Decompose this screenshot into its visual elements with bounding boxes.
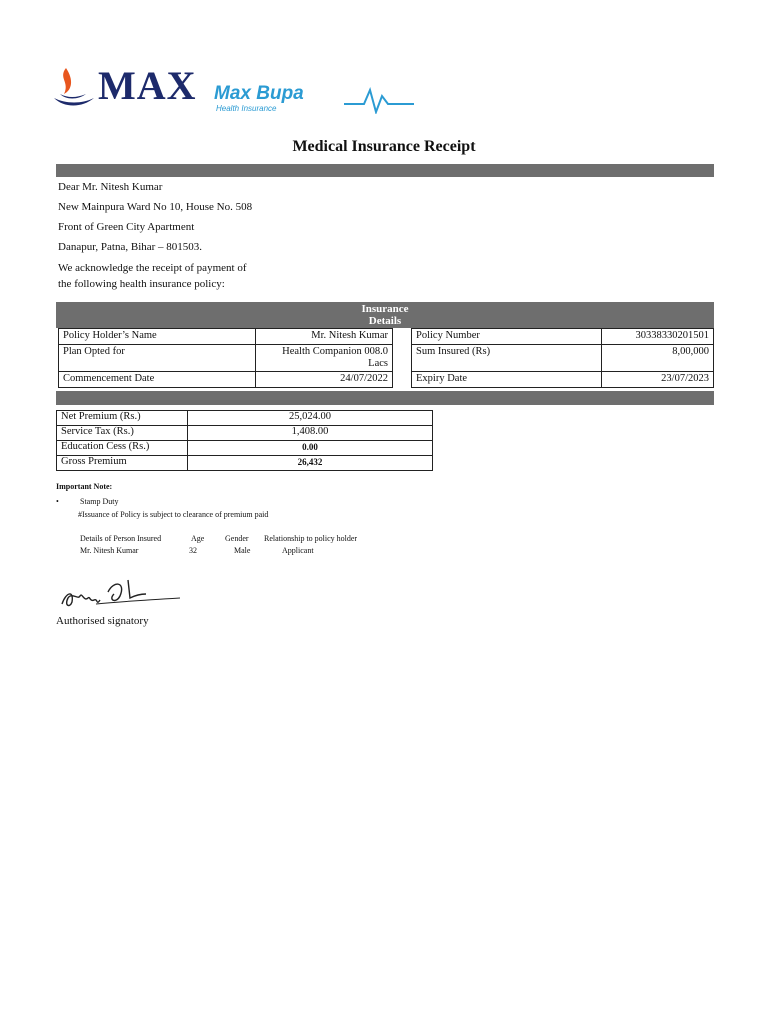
premium-row-value: 25,024.00	[187, 410, 433, 426]
max-logo-text: MAX	[98, 63, 197, 108]
plan-value	[255, 344, 393, 372]
sum-insured-value: 8,00,000	[601, 344, 714, 372]
flame-icon	[52, 64, 96, 110]
acknowledgement-line-1: We acknowledge the receipt of payment of	[58, 262, 247, 274]
premium-row-label: Gross Premium	[56, 455, 188, 471]
page-title: Medical Insurance Receipt	[292, 138, 476, 155]
bullet-icon: •	[56, 497, 59, 506]
plan-label: Plan Opted for	[58, 344, 256, 372]
stamp-duty-note: Stamp Duty	[80, 497, 119, 506]
authorised-signatory-label: Authorised signatory	[56, 615, 149, 627]
insured-table-header: Relationship to policy holder	[264, 534, 358, 543]
max-bupa-logo-text: Max Bupa	[214, 83, 304, 104]
insured-table-header: Gender	[225, 534, 249, 543]
insurance-details-heading-line-1: Insurance	[361, 303, 409, 315]
policy-holder-label: Policy Holder’s Name	[58, 328, 256, 345]
header-divider-bar	[56, 164, 714, 177]
commencement-label: Commencement Date	[58, 371, 256, 388]
premium-table	[56, 410, 433, 471]
policy-number-label: Policy Number	[411, 328, 602, 345]
sum-insured-label: Sum Insured (Rs)	[411, 344, 602, 372]
address-line-1: New Mainpura Ward No 10, House No. 508	[58, 201, 253, 213]
premium-row-label: Service Tax (Rs.)	[56, 425, 188, 441]
insured-table-header: Details of Person Insured	[80, 534, 162, 543]
important-note-heading: Important Note:	[56, 482, 113, 491]
commencement-value: 24/07/2022	[255, 371, 393, 388]
max-bupa-logo-subtext: Health Insurance	[216, 104, 277, 113]
signature-image	[56, 574, 186, 614]
clearance-note: #Issuance of Policy is subject to clearance of premium paid	[78, 510, 269, 519]
insurance-details-heading-line-2: Details	[368, 315, 402, 327]
insured-table-cell: 32	[189, 546, 197, 555]
premium-row-label: Net Premium (Rs.)	[56, 410, 188, 426]
policy-holder-value: Mr. Nitesh Kumar	[255, 328, 393, 345]
insured-table-header: Age	[191, 534, 205, 543]
address-line-3: Danapur, Patna, Bihar – 801503.	[58, 241, 203, 253]
expiry-label: Expiry Date	[411, 371, 602, 388]
address-line-2: Front of Green City Apartment	[58, 221, 195, 233]
plan-value-line-1: Health Companion 008.0	[282, 346, 388, 357]
premium-row-value: 26,432	[187, 455, 433, 471]
insured-table-cell: Mr. Nitesh Kumar	[80, 546, 139, 555]
insurance-details-heading	[56, 302, 714, 328]
premium-row-value: 1,408.00	[187, 425, 433, 441]
policy-number-value: 30338330201501	[601, 328, 714, 345]
max-bupa-logo	[214, 84, 424, 120]
insured-table-cell: Male	[234, 546, 251, 555]
heartbeat-icon	[344, 84, 414, 114]
acknowledgement-line-2: the following health insurance policy:	[58, 278, 225, 290]
details-footer-bar	[56, 391, 714, 405]
premium-row-label: Education Cess (Rs.)	[56, 440, 188, 456]
premium-row-value: 0.00	[187, 440, 433, 456]
insured-table-cell: Applicant	[282, 546, 314, 555]
expiry-value: 23/07/2023	[601, 371, 714, 388]
salutation: Dear Mr. Nitesh Kumar	[58, 181, 163, 193]
max-logo	[52, 64, 212, 110]
plan-value-line-2: Lacs	[368, 358, 388, 369]
